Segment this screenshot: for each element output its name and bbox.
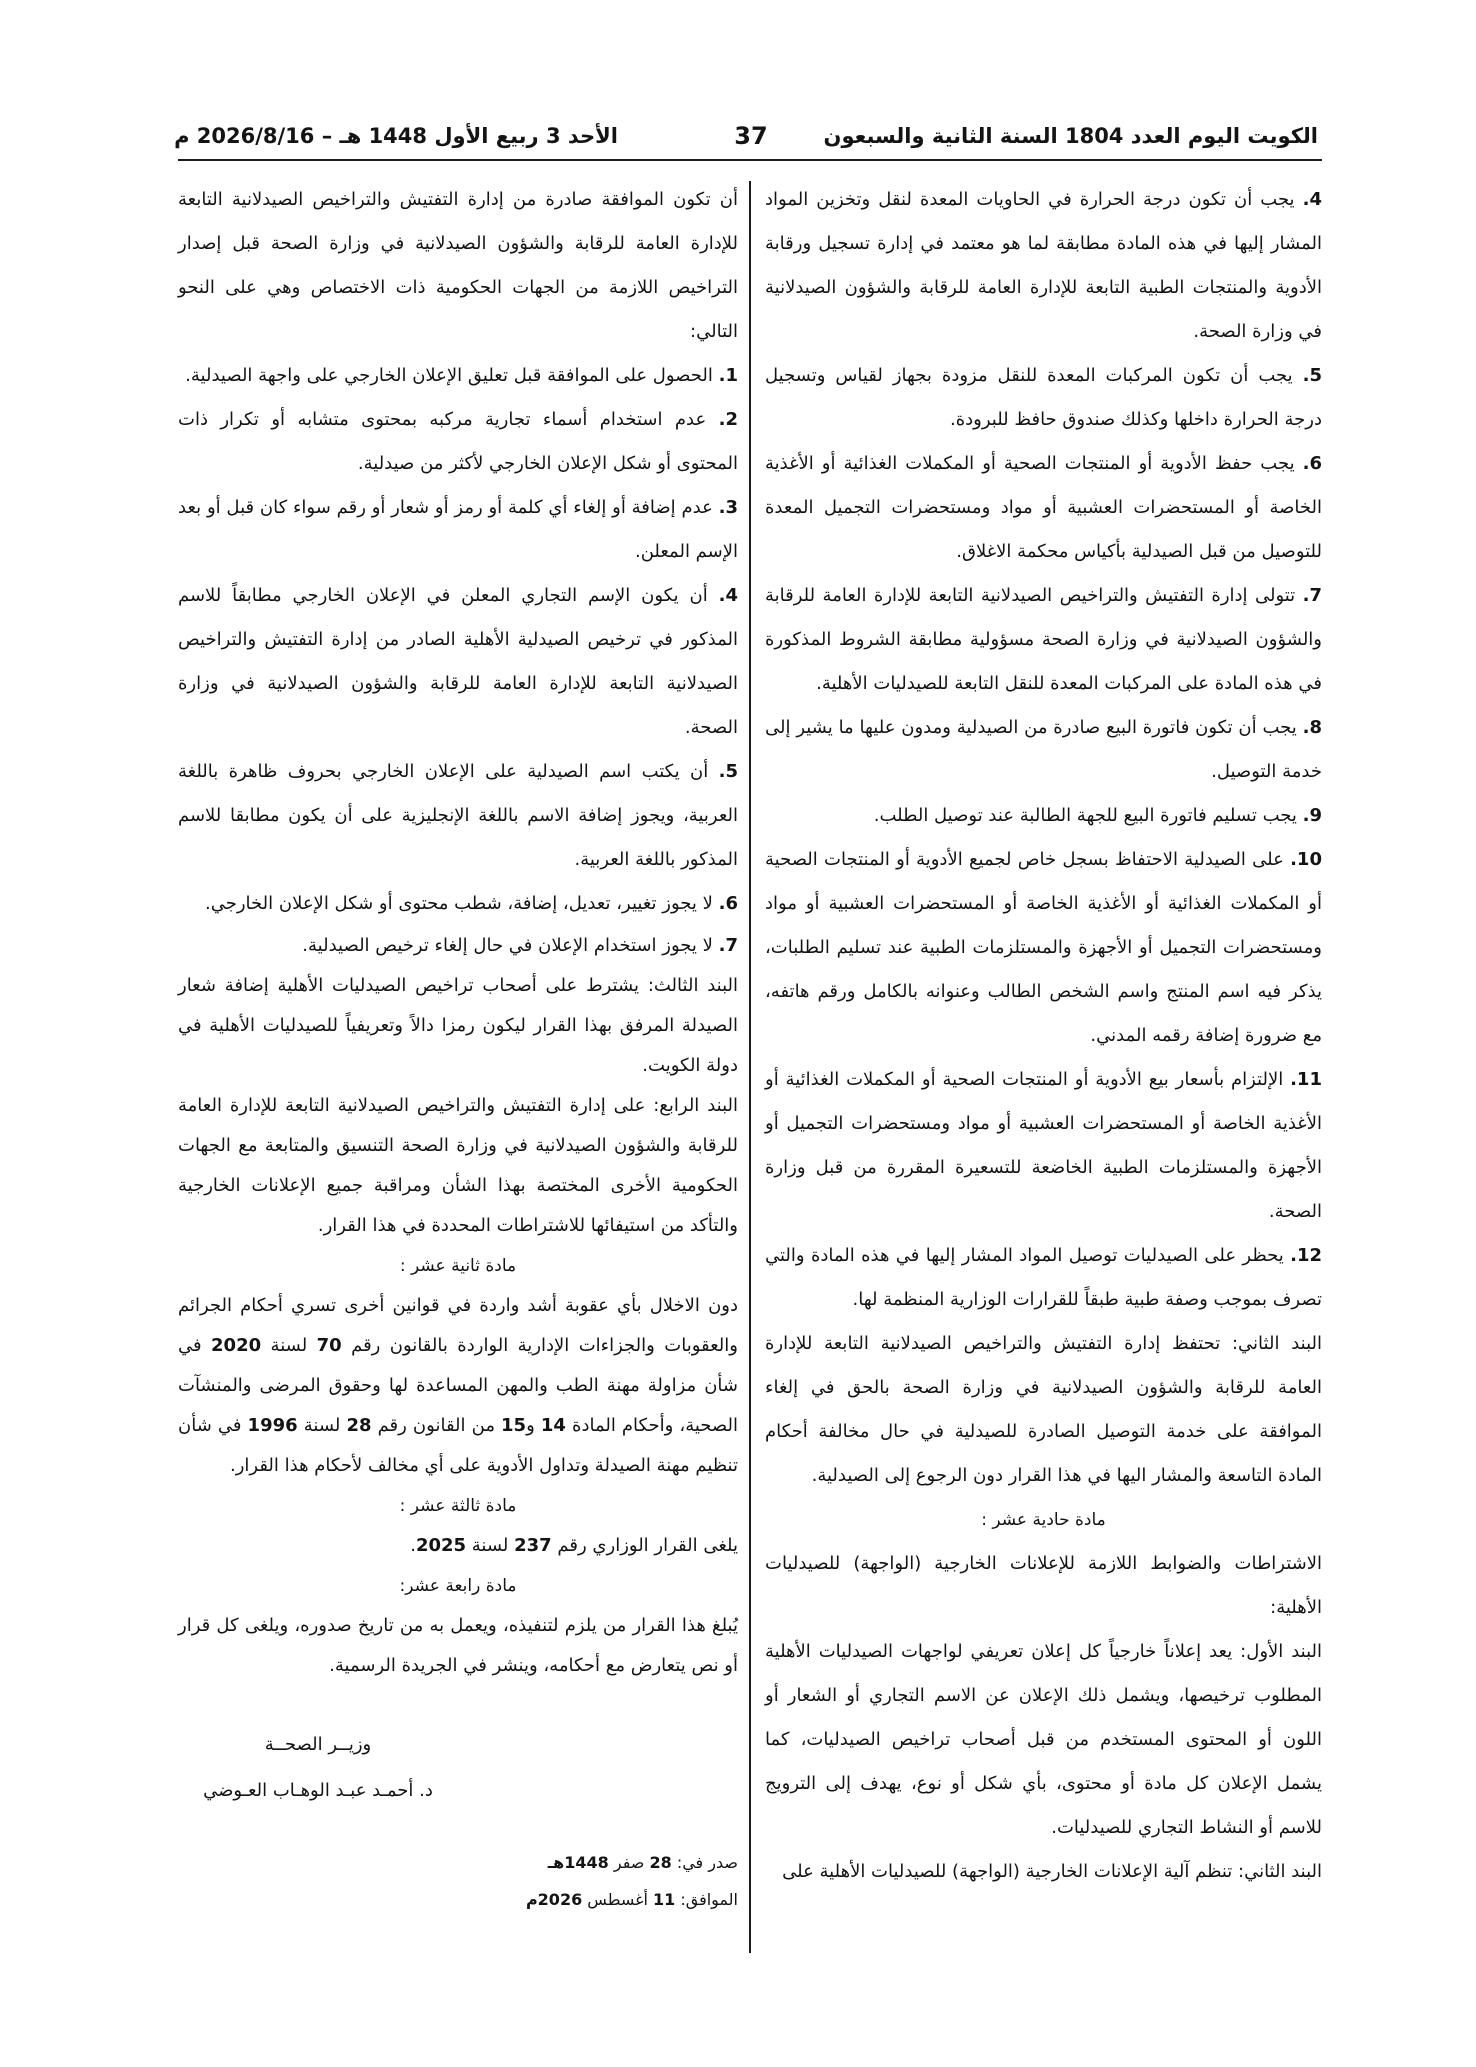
left-column-lower [178,926,738,1686]
item-number: 8. [1302,717,1322,738]
continuation-paragraph: أن تكون الموافقة صادرة من إدارة التفتيش والتراخيص الصيدلانية التابعة للإدارة العامة للرقابة والشؤون الصيدلانية في وزارة الصحة قبل إصدار التراخيص اللازمة من الجهات الحكومية ذات الاختصاص وهي على النحو التالي: [178,189,738,342]
item-text: عدم استخدام أسماء تجارية مركبه بمحتوى متشابه أو تكرار ذات المحتوى أو شكل الإعلان الخارجي لأكثر من صيدلية. [178,409,738,474]
text-segment: و [526,1415,541,1436]
law-number: 28 [346,1415,372,1436]
item-number: 4. [1302,189,1322,210]
law-number: 70 [316,1335,342,1356]
numbered-item [178,354,738,398]
numbered-item [765,1234,1322,1322]
text-segment: . [410,1535,416,1556]
item-text: على الصيدلية الاحتفاظ بسجل خاص لجميع الأدوية أو المنتجات الصحية أو المكملات الغذائية أو الأغذية الخاصة أو المستحضرات العشبية أو مواد ومستحضرات التجميل أو الأجهزة والمستلزمات الطبية عند تسليم الطلبات، يذكر فيه اسم المنتج واسم الشخص الطالب وعنوانه بالكامل ورقم هاتفه، مع ضرورة إضافة رقمه المدني. [765,849,1322,1046]
clause-paragraph: البند الثاني: تحتفظ إدارة التفتيش والتراخيص الصيدلانية التابعة للإدارة العامة للرقابة والشؤون الصيدلانية في وزارة الصحة بالحق في إلغاء الموافقة على خدمة التوصيل الصادرة للصيدلية في حال مخالفة أحكام المادة التاسعة والمشار اليها في هذا القرار دون الرجوع إلى الصيدلية. [765,1333,1322,1486]
text-segment: لسنة [466,1535,515,1556]
numbered-item [178,750,738,882]
clause-paragraph: البند الثاني: تنظم آلية الإعلانات الخارجية (الواجهة) للصيدليات الأهلية على [782,1861,1322,1882]
numbered-item [178,486,738,574]
issued-hijri-date [178,1844,738,1881]
text-segment: دون الاخلال بأي عقوبة أشد واردة في قوانين أخرى تسري أحكام الجرائم والعقوبات والجزاءات الإدارية الواردة بالقانون رقم [178,1295,738,1356]
numbered-item [765,1058,1322,1234]
item-number: 7. [718,935,738,956]
item-text: الحصول على الموافقة قبل تعليق الإعلان الخارجي على واجهة الصيدلية. [185,365,713,386]
item-number: 9. [1302,805,1322,826]
numbered-item [765,706,1322,794]
numbered-item [178,574,738,750]
text-segment: من القانون رقم [371,1415,502,1436]
text-segment: لسنة [297,1415,347,1436]
numbered-item [178,882,738,926]
text-segment: أغسطس [582,1890,653,1909]
item-text: يجب حفظ الأدوية أو المنتجات الصحية أو المكملات الغذائية أو الأغذية الخاصة أو المستحضرات العشبية أو مواد ومستحضرات التجميل المعدة للتوصيل من قبل الصيدلية بأكياس محكمة الاغلاق. [765,453,1322,562]
signature-title: وزيــر الصحــة [264,1734,372,1755]
item-text: الإلتزام بأسعار بيع الأدوية أو المنتجات الصحية أو المكملات الغذائية أو الأغذية الخاصة أو المستحضرات العشبية أو مواد ومستحضرات التجميل أو الأجهزة والمستلزمات الطبية الخاضعة للتسعيرة المقررة من قبل وزارة الصحة. [765,1069,1322,1222]
item-text: يجب تسليم فاتورة البيع للجهة الطالبة عند توصيل الطلب. [873,805,1297,826]
item-text: يحظر على الصيدليات توصيل المواد المشار إليها في هذه المادة والتي تصرف بموجب وصفة طبية طبقاً للقرارات الوزارية المنظمة لها. [765,1245,1322,1310]
publication-header: الكويت اليوم العدد 1804 السنة الثانية والسبعون [823,124,1318,148]
article-body [178,1286,738,1486]
item-text: عدم إضافة أو إلغاء أي كلمة أو رمز أو شعار أو رقم سواء كان قبل أو بعد الإسم المعلن. [178,497,738,562]
text-segment: يلغى القرار الوزاري رقم [551,1535,738,1556]
law-year: 2020 [211,1335,262,1356]
text-segment: صفر [608,1853,650,1872]
item-number: 5. [1302,365,1322,386]
article-heading: مادة ثالثة عشر : [399,1496,517,1516]
issue-date: الأحد 3 ربيع الأول 1448 هـ – 2026/8/16 م [174,124,618,148]
item-text: أن يكتب اسم الصيدلية على الإعلان الخارجي بحروف ظاهرة باللغة العربية، ويجوز إضافة الاسم باللغة الإنجليزية على أن يكون مطابقا للاسم المذكور باللغة العربية. [178,761,738,870]
item-text: أن يكون الإسم التجاري المعلن في الإعلان الخارجي مطابقاً للاسم المذكور في ترخيص الصيدلية الأهلية الصادر من إدارة التفتيش والتراخيص الصيدلانية التابعة للإدارة العامة للرقابة والشؤون الصيدلانية في وزارة الصحة. [178,585,738,738]
text-segment: الموافق: [675,1890,738,1909]
item-text: لا يجوز تغيير، تعديل، إضافة، شطب محتوى أو شكل الإعلان الخارجي. [205,893,713,914]
text-segment: لسنة [261,1335,317,1356]
numbered-item [178,926,738,966]
issued-gregorian-date [178,1881,738,1918]
item-number: 6. [718,893,738,914]
decree-number: 237 [514,1535,552,1556]
numbered-item [765,442,1322,574]
page-number: 37 [734,122,768,150]
clause-paragraph: البند الأول: يعد إعلاناً خارجياً كل إعلان تعريفي لواجهات الصيدليات الأهلية المطلوب ترخيصها، ويشمل ذلك الإعلان عن الاسم التجاري أو الشعار أو اللون أو المحتوى المستخدم من قبل أصحاب تراخيص الصيدليات، كما يشمل الإعلان كل مادة أو محتوى، بأي شكل أو نوع، يهدف إلى الترويج للاسم أو النشاط التجاري للصيدليات. [765,1641,1322,1838]
issue-info [178,1844,738,1918]
numbered-item [765,574,1322,706]
item-text: لا يجوز استخدام الإعلان في حال إلغاء ترخيص الصيدلية. [302,935,713,956]
text-segment: صدر في: [671,1853,738,1872]
item-number: 5. [718,761,738,782]
item-number: 11. [1290,1069,1322,1090]
law-year: 1996 [247,1415,298,1436]
article-heading: مادة رابعة عشر: [399,1576,517,1596]
numbered-item [765,178,1322,354]
item-number: 12. [1290,1245,1322,1266]
signature-block [178,1722,458,1814]
numbered-item [765,354,1322,442]
article-heading: مادة حادية عشر : [981,1510,1106,1530]
item-text: تتولى إدارة التفتيش والتراخيص الصيدلانية التابعة للإدارة العامة للرقابة والشؤون الصيدلانية في وزارة الصحة مسؤولية مطابقة الشروط المذكورة في هذه المادة على المركبات المعدة للنقل التابعة للصيدليات الأهلية. [765,585,1322,694]
decree-year: 2025 [415,1535,467,1556]
numbered-item [178,398,738,486]
article-number: 15 [501,1415,527,1436]
article-body: يُبلغ هذا القرار من يلزم لتنفيذه، ويعمل به من تاريخ صدوره، ويلغى كل قرار أو نص يتعارض مع أحكامه، وينشر في الجريدة الرسمية. [178,1615,738,1676]
item-number: 7. [1302,585,1322,606]
article-number: 14 [540,1415,566,1436]
article-body [178,1526,738,1566]
right-column [765,178,1322,1894]
column-divider [749,181,751,1953]
item-number: 1. [718,365,738,386]
left-column [178,178,738,1918]
year-number: 1448هـ [547,1853,609,1872]
text-segment: في شأن مزاولة مهنة الطب والمهن المساعدة لها وحقوق المرضى والمنشآت الصحية، وأحكام المادة [178,1335,738,1436]
day-number: 28 [649,1853,672,1872]
item-number: 2. [718,409,738,430]
item-number: 4. [718,585,738,606]
text-segment: في شأن تنظيم مهنة الصيدلة وتداول الأدوية على أي مخالف لأحكام هذا القرار. [178,1415,738,1476]
item-text: يجب أن تكون فاتورة البيع صادرة من الصيدلية ومدون عليها ما يشير إلى خدمة التوصيل. [765,717,1322,782]
item-number: 6. [1302,453,1322,474]
day-number: 11 [652,1890,676,1909]
clause-paragraph: البند الثالث: يشترط على أصحاب تراخيص الصيدليات الأهلية إضافة شعار الصيدلة المرفق بهذا القرار ليكون رمزا دالاً وتعريفياً للصيدليات الأهلية في دولة الكويت. [178,975,738,1076]
item-number: 3. [718,497,738,518]
item-number: 10. [1290,849,1322,870]
clause-paragraph: البند الرابع: على إدارة التفتيش والتراخيص الصيدلانية التابعة للإدارة العامة للرقابة والشؤون الصيدلانية في وزارة الصحة التنسيق والمتابعة مع الجهات الحكومية الأخرى المختصة بهذا الشأن ومراقبة جميع الإعلانات الخارجية والتأكد من استيفائها للاشتراطات المحددة في هذا القرار. [178,1095,738,1236]
signature-name: د. أحمـد عبـد الوهـاب العـوضي [203,1780,433,1801]
numbered-item [765,794,1322,838]
article-intro: الاشتراطات والضوابط اللازمة للإعلانات الخارجية (الواجهة) للصيدليات الأهلية: [765,1553,1322,1618]
numbered-item [765,838,1322,1058]
item-text: يجب أن تكون درجة الحرارة في الحاويات المعدة لنقل وتخزين المواد المشار إليها في هذه المادة مطابقة لما هو معتمد في إدارة تسجيل ورقابة الأدوية والمنتجات الطبية التابعة للإدارة العامة للرقابة والشؤون الصيدلانية في وزارة الصحة. [765,189,1322,342]
header-rule [178,159,1322,161]
item-text: يجب أن تكون المركبات المعدة للنقل مزودة بجهاز لقياس وتسجيل درجة الحرارة داخلها وكذلك صندوق حافظ للبرودة. [765,365,1322,430]
article-heading: مادة ثانية عشر : [399,1256,517,1276]
year-number: 2026م [525,1890,583,1909]
